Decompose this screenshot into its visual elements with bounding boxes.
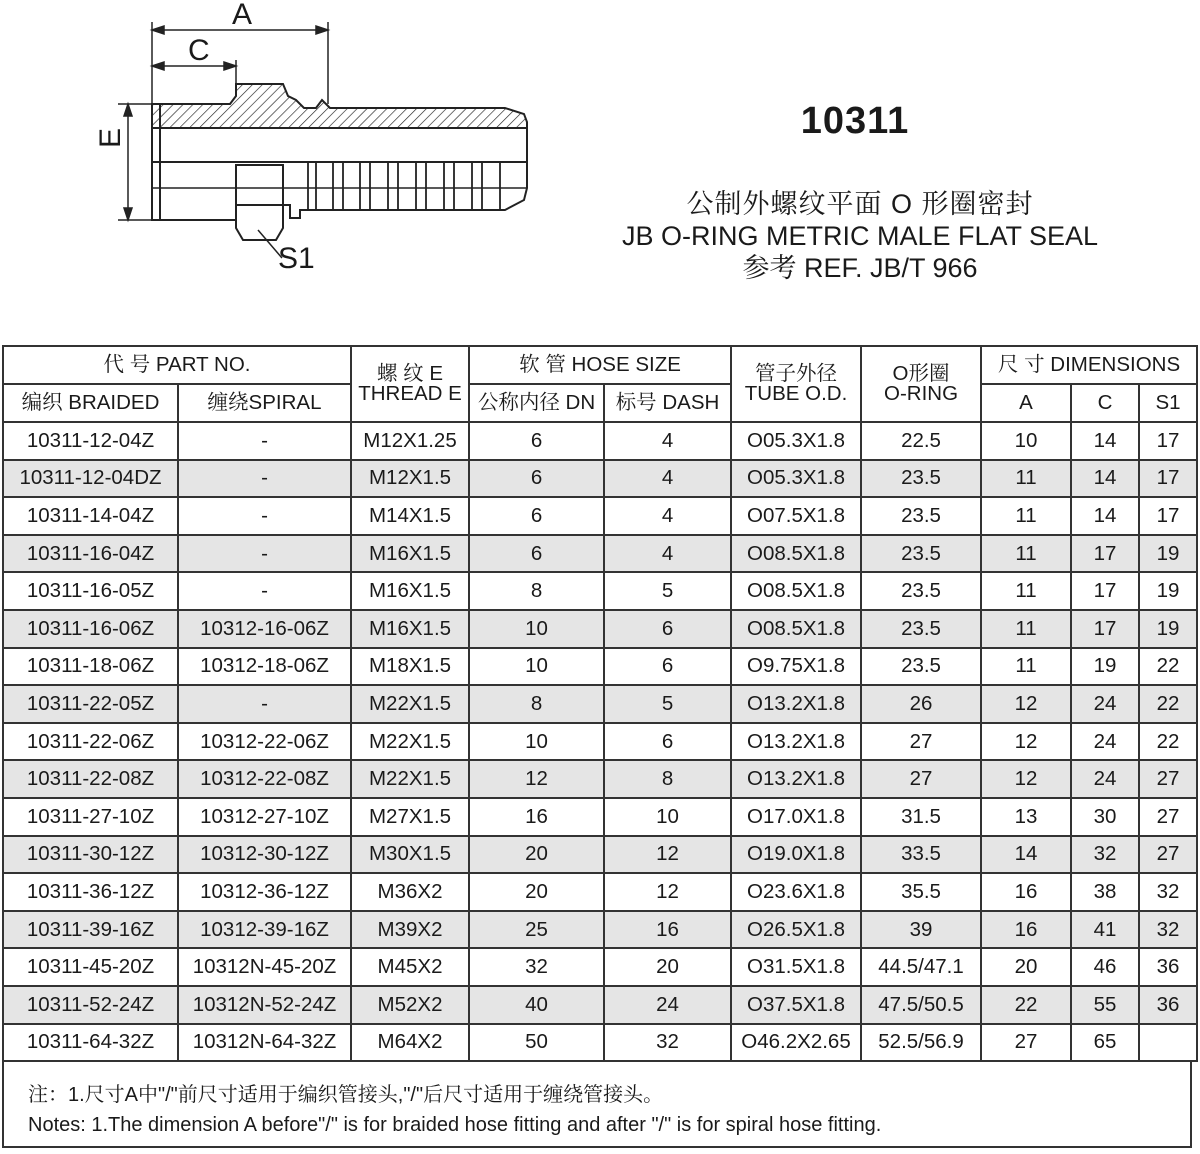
table-row [3,836,1197,874]
cell-dim-a: 10 [981,422,1071,460]
cell-dn: 20 [469,836,604,874]
cell-dim-c: 17 [1071,610,1139,648]
cell-o-ring: 27 [861,723,981,761]
cell-dn: 8 [469,572,604,610]
table-row [3,535,1197,573]
cell-tube-od: O37.5X1.8 [731,986,861,1024]
cell-dim-s1: 36 [1139,948,1197,986]
cell-dim-c: 17 [1071,535,1139,573]
header-braided: 编织 BRAIDED [3,384,178,422]
cell-spiral: 10312N-45-20Z [178,948,351,986]
cell-o-ring: 23.5 [861,460,981,498]
cell-dim-s1: 27 [1139,836,1197,874]
cell-dn: 6 [469,535,604,573]
cell-dim-s1: 27 [1139,760,1197,798]
spec-table [2,345,1198,1062]
cell-thread: M16X1.5 [351,610,469,648]
header-tube-od: 管子外径 TUBE O.D. [731,346,861,422]
cell-thread: M30X1.5 [351,836,469,874]
cell-dim-a: 11 [981,648,1071,686]
cell-tube-od: O05.3X1.8 [731,460,861,498]
cell-dim-s1: 19 [1139,535,1197,573]
cell-spiral: 10312-36-12Z [178,873,351,911]
header-dimensions: 尺 寸 DIMENSIONS [981,346,1197,384]
table-row [3,723,1197,761]
cell-spiral: 10312N-64-32Z [178,1024,351,1062]
cell-dash: 5 [604,685,731,723]
cell-dash: 12 [604,836,731,874]
cell-dim-c: 46 [1071,948,1139,986]
dim-c-label: C [188,34,210,67]
cell-tube-od: O08.5X1.8 [731,572,861,610]
cell-dn: 25 [469,911,604,949]
cell-spiral: 10312N-52-24Z [178,986,351,1024]
cell-dim-a: 22 [981,986,1071,1024]
cell-thread: M52X2 [351,986,469,1024]
cell-thread: M22X1.5 [351,760,469,798]
model-number: 10311 [800,100,910,142]
cell-dim-c: 24 [1071,760,1139,798]
cell-dash: 4 [604,535,731,573]
cell-o-ring: 44.5/47.1 [861,948,981,986]
cell-spiral: - [178,497,351,535]
cell-tube-od: O26.5X1.8 [731,911,861,949]
cell-thread: M18X1.5 [351,648,469,686]
header-dim-s1: S1 [1139,384,1197,422]
table-row [3,422,1197,460]
cell-dash: 16 [604,911,731,949]
cell-dim-a: 11 [981,610,1071,648]
cell-dim-a: 16 [981,873,1071,911]
cell-dim-c: 24 [1071,723,1139,761]
header-dim-a: A [981,384,1071,422]
cell-o-ring: 47.5/50.5 [861,986,981,1024]
cell-tube-od: O46.2X2.65 [731,1024,861,1062]
dim-e-label: E [94,127,127,148]
cell-dn: 16 [469,798,604,836]
cell-o-ring: 23.5 [861,535,981,573]
cell-dim-c: 41 [1071,911,1139,949]
cell-dim-a: 27 [981,1024,1071,1062]
cell-dash: 12 [604,873,731,911]
cell-dim-s1: 22 [1139,685,1197,723]
header-hose-size: 软 管 HOSE SIZE [469,346,731,384]
header-spiral: 缠绕SPIRAL [178,384,351,422]
cell-o-ring: 23.5 [861,497,981,535]
cell-o-ring: 23.5 [861,572,981,610]
table-row [3,873,1197,911]
cell-thread: M16X1.5 [351,535,469,573]
cell-thread: M27X1.5 [351,798,469,836]
cell-dim-c: 14 [1071,460,1139,498]
cell-dn: 6 [469,460,604,498]
cell-spiral: 10312-30-12Z [178,836,351,874]
cell-dash: 6 [604,610,731,648]
cell-braided: 10311-12-04DZ [3,460,178,498]
table-row [3,911,1197,949]
cell-dim-a: 12 [981,723,1071,761]
header-o-ring: O形圈 O-RING [861,346,981,422]
cell-tube-od: O9.75X1.8 [731,648,861,686]
cell-o-ring: 52.5/56.9 [861,1024,981,1062]
table-row [3,1024,1197,1062]
cell-tube-od: O23.6X1.8 [731,873,861,911]
cell-thread: M64X2 [351,1024,469,1062]
cell-braided: 10311-16-05Z [3,572,178,610]
cell-spiral: - [178,460,351,498]
cell-dash: 6 [604,648,731,686]
cell-braided: 10311-52-24Z [3,986,178,1024]
table-row [3,948,1197,986]
cell-dim-s1: 19 [1139,572,1197,610]
cell-dash: 5 [604,572,731,610]
cell-dash: 20 [604,948,731,986]
cell-dn: 40 [469,986,604,1024]
cell-dash: 4 [604,460,731,498]
cell-dim-s1: 17 [1139,422,1197,460]
cell-dim-a: 16 [981,911,1071,949]
cell-dim-s1: 22 [1139,723,1197,761]
cell-dim-c: 24 [1071,685,1139,723]
cell-braided: 10311-16-04Z [3,535,178,573]
cell-braided: 10311-18-06Z [3,648,178,686]
cell-spiral: - [178,572,351,610]
cell-thread: M22X1.5 [351,723,469,761]
cell-spiral: - [178,535,351,573]
cell-braided: 10311-16-06Z [3,610,178,648]
cell-dim-s1: 32 [1139,873,1197,911]
cell-tube-od: O13.2X1.8 [731,760,861,798]
header-dn: 公称内径 DN [469,384,604,422]
cell-o-ring: 39 [861,911,981,949]
cell-thread: M14X1.5 [351,497,469,535]
cell-dim-s1: 19 [1139,610,1197,648]
cell-thread: M12X1.25 [351,422,469,460]
cell-braided: 10311-39-16Z [3,911,178,949]
cell-braided: 10311-14-04Z [3,497,178,535]
cell-dim-a: 14 [981,836,1071,874]
cell-o-ring: 27 [861,760,981,798]
cell-tube-od: O08.5X1.8 [731,610,861,648]
cell-tube-od: O17.0X1.8 [731,798,861,836]
cell-dim-s1: 17 [1139,497,1197,535]
cell-dash: 24 [604,986,731,1024]
cell-dn: 20 [469,873,604,911]
cell-dash: 4 [604,422,731,460]
title-block [560,188,1160,284]
cell-dn: 50 [469,1024,604,1062]
table-row [3,760,1197,798]
cell-dim-s1: 27 [1139,798,1197,836]
table-row [3,648,1197,686]
cell-thread: M45X2 [351,948,469,986]
table-row [3,460,1197,498]
table-row [3,986,1197,1024]
header-dim-c: C [1071,384,1139,422]
cell-o-ring: 35.5 [861,873,981,911]
cell-spiral: 10312-16-06Z [178,610,351,648]
cell-dn: 10 [469,723,604,761]
table-row [3,497,1197,535]
cell-dim-s1: 36 [1139,986,1197,1024]
spec-table-body [3,422,1197,1061]
cell-o-ring: 31.5 [861,798,981,836]
cell-dim-s1 [1139,1024,1197,1062]
cell-spiral: - [178,422,351,460]
cell-dim-a: 11 [981,572,1071,610]
cell-o-ring: 33.5 [861,836,981,874]
cell-dim-c: 55 [1071,986,1139,1024]
cell-o-ring: 26 [861,685,981,723]
cell-dn: 32 [469,948,604,986]
cell-braided: 10311-64-32Z [3,1024,178,1062]
cell-braided: 10311-45-20Z [3,948,178,986]
fitting-drawing [0,0,560,310]
cell-o-ring: 22.5 [861,422,981,460]
cell-dim-a: 20 [981,948,1071,986]
cell-braided: 10311-27-10Z [3,798,178,836]
cell-tube-od: O19.0X1.8 [731,836,861,874]
cell-dn: 6 [469,422,604,460]
cell-dim-c: 32 [1071,836,1139,874]
cell-dim-c: 65 [1071,1024,1139,1062]
table-row [3,572,1197,610]
cell-dash: 8 [604,760,731,798]
cell-braided: 10311-22-06Z [3,723,178,761]
cell-dim-a: 11 [981,497,1071,535]
cell-dim-a: 12 [981,760,1071,798]
header-thread: 螺 纹 E THREAD E [351,346,469,422]
cell-o-ring: 23.5 [861,648,981,686]
cell-braided: 10311-22-05Z [3,685,178,723]
cell-dash: 10 [604,798,731,836]
table-row [3,798,1197,836]
table-row [3,685,1197,723]
note-english: Notes: 1.The dimension A before"/" is for braided hose fitting and after "/" is for spiral hose fitting. [28,1114,882,1136]
table-row [3,610,1197,648]
cell-dn: 8 [469,685,604,723]
cell-tube-od: O07.5X1.8 [731,497,861,535]
cell-dash: 6 [604,723,731,761]
cell-dim-c: 30 [1071,798,1139,836]
cell-dim-c: 14 [1071,497,1139,535]
cell-spiral: 10312-39-16Z [178,911,351,949]
cell-dim-s1: 17 [1139,460,1197,498]
cell-spiral: 10312-18-06Z [178,648,351,686]
cell-dim-c: 38 [1071,873,1139,911]
cell-spiral: 10312-27-10Z [178,798,351,836]
cell-dim-a: 13 [981,798,1071,836]
header-part-no: 代 号 PART NO. [3,346,351,384]
header-dash: 标号 DASH [604,384,731,422]
note-chinese: 注：1.尺寸A中"/"前尺寸适用于编织管接头,"/"后尺寸适用于缠绕管接头。 [28,1084,664,1106]
cell-braided: 10311-36-12Z [3,873,178,911]
cell-thread: M16X1.5 [351,572,469,610]
fitting-outline [152,84,527,258]
cell-dim-a: 11 [981,460,1071,498]
cell-spiral: 10312-22-08Z [178,760,351,798]
title-reference: 参考 REF. JB/T 966 [742,253,978,283]
cell-tube-od: O13.2X1.8 [731,723,861,761]
cell-braided: 10311-22-08Z [3,760,178,798]
cell-dn: 10 [469,648,604,686]
cell-dash: 4 [604,497,731,535]
cell-thread: M22X1.5 [351,685,469,723]
cell-dn: 10 [469,610,604,648]
notes-box [2,1062,1192,1148]
cell-braided: 10311-12-04Z [3,422,178,460]
cell-tube-od: O13.2X1.8 [731,685,861,723]
cell-dn: 12 [469,760,604,798]
cell-thread: M39X2 [351,911,469,949]
cell-thread: M36X2 [351,873,469,911]
cell-spiral: - [178,685,351,723]
cell-spiral: 10312-22-06Z [178,723,351,761]
cell-dim-c: 19 [1071,648,1139,686]
title-chinese: 公制外螺纹平面 O 形圈密封 [686,189,1034,219]
cell-dim-c: 14 [1071,422,1139,460]
cell-dim-s1: 32 [1139,911,1197,949]
cell-dash: 32 [604,1024,731,1062]
cell-braided: 10311-30-12Z [3,836,178,874]
cell-thread: M12X1.5 [351,460,469,498]
cell-tube-od: O05.3X1.8 [731,422,861,460]
cell-dim-c: 17 [1071,572,1139,610]
cell-dim-s1: 22 [1139,648,1197,686]
cell-dn: 6 [469,497,604,535]
dim-s1-label: S1 [278,242,315,275]
cell-o-ring: 23.5 [861,610,981,648]
cell-dim-a: 12 [981,685,1071,723]
dim-a-label: A [232,0,253,31]
cell-tube-od: O08.5X1.8 [731,535,861,573]
cell-dim-a: 11 [981,535,1071,573]
cell-tube-od: O31.5X1.8 [731,948,861,986]
title-english: JB O-RING METRIC MALE FLAT SEAL [621,221,1099,251]
